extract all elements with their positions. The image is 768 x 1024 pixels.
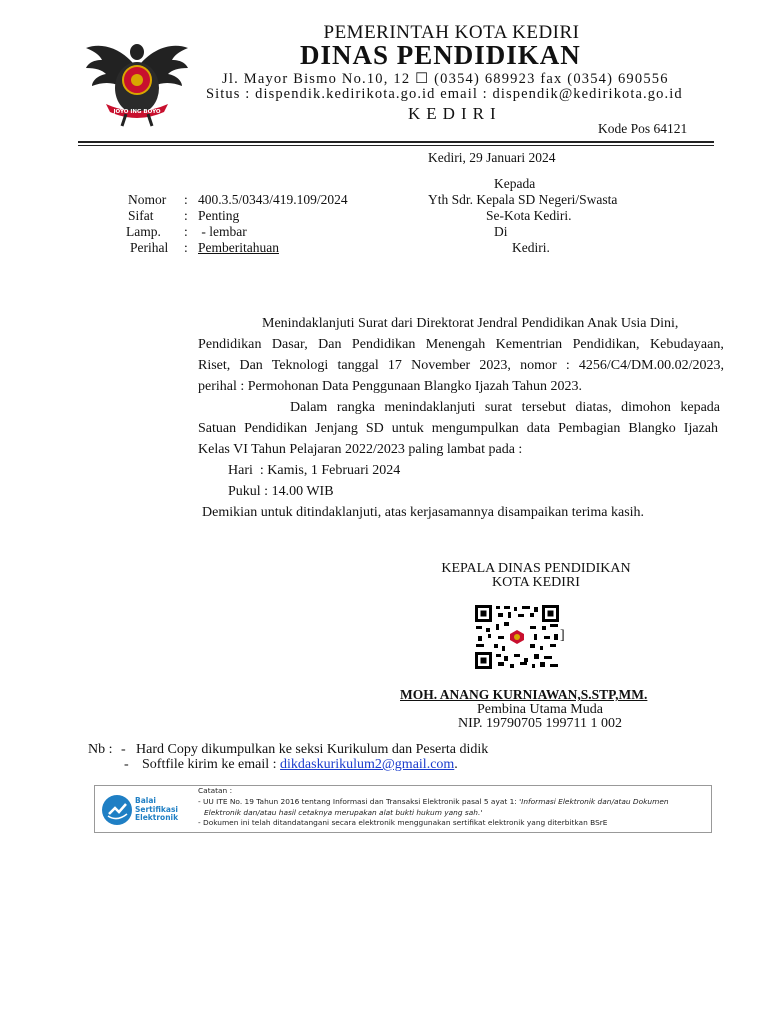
notes-item1: Hard Copy dikumpulkan ke seksi Kurikulum dan Peserta didik	[136, 742, 489, 757]
email-link[interactable]: dikdaskurikulum2@gmail.com	[280, 757, 455, 772]
bsre-caption: Catatan :	[198, 786, 233, 795]
agency-address: Jl. Mayor Bismo No.10, 12 ☐ (0354) 689923 fax (0354) 690556	[222, 71, 669, 87]
city-emblem-logo	[82, 38, 192, 128]
body-p1-line3: Riset, Dan Teknologi tanggal 17 November 2023, nomor : 4256/C4/DM.00.02/2023,	[198, 358, 724, 373]
notes-item2-prefix: Softfile kirim ke email :	[142, 757, 281, 772]
meta-colon: :	[184, 192, 188, 207]
bsre-emblem-icon	[101, 794, 133, 826]
bsre-line2-italic: Elektronik dan/atau hasil cetaknya merupakan alat bukti hukum yang sah.	[204, 807, 481, 817]
recipient-line2: Se-Kota Kediri.	[486, 208, 572, 223]
meta-value-number: 400.3.5/0343/419.109/2024	[198, 192, 348, 207]
notes-bullet: -	[121, 742, 126, 757]
header-rule-thick	[78, 141, 714, 143]
meta-label-attachment: Lamp.	[126, 224, 161, 239]
agency-title: DINAS PENDIDIKAN	[300, 40, 581, 70]
recipient-line1: Yth Sdr. Kepala SD Negeri/Swasta	[428, 192, 618, 207]
bsre-logo	[101, 794, 191, 826]
meta-colon: :	[184, 208, 188, 223]
signatory-rank: Pembina Utama Muda	[477, 702, 603, 717]
notes-item2	[142, 757, 458, 773]
signature-title2: KOTA KEDIRI	[492, 575, 580, 590]
logo-motto: JOYO ING BOYO	[113, 109, 161, 115]
body-p2-line1: Dalam rangka menindaklanjuti surat tersebut diatas, dimohon kepada	[290, 400, 720, 415]
signatory-nip: NIP. 19790705 199711 1 002	[458, 716, 622, 731]
qr-bracket: ]	[560, 628, 565, 643]
deadline-day: Hari : Kamis, 1 Februari 2024	[228, 463, 401, 478]
body-p1-line4: perihal : Permohonan Data Penggunaan Blangko Ijazah Tahun 2023.	[198, 379, 583, 394]
recipient-line4: Kediri.	[512, 240, 550, 255]
bsre-line3: - Dokumen ini telah ditandatangani secara elektronik menggunakan sertifikat elektronik yang diterbitkan BSrE	[198, 818, 608, 828]
recipient-to: Kepada	[494, 176, 536, 191]
closing-sentence: Demikian untuk ditindaklanjuti, atas kerjasamannya disampaikan terima kasih.	[202, 505, 645, 520]
body-p2-line2: Satuan Pendidikan Jenjang SD untuk mengumpulkan data Pembagian Blangko Ijazah	[198, 421, 718, 436]
agency-city: KEDIRI	[408, 104, 502, 123]
meta-value-attachment: - lembar	[198, 224, 247, 239]
body-p1-line1: Menindaklanjuti Surat dari Direktorat Jendral Pendidikan Anak Usia Dini,	[262, 316, 679, 331]
bsre-logo-line1: Balai	[135, 796, 156, 805]
signatory-name: MOH. ANANG KURNIAWAN,S.STP,MM.	[400, 687, 648, 702]
meta-label-number: Nomor	[128, 192, 167, 207]
postal-code: Kode Pos 64121	[598, 121, 688, 136]
header-rule-thin	[78, 145, 714, 146]
notes-label: Nb :	[88, 742, 113, 757]
meta-label-nature: Sifat	[128, 208, 154, 223]
meta-value-subject: Pemberitahuan	[198, 240, 279, 255]
bsre-line1-prefix: - UU ITE No. 19 Tahun 2016 tentang Informasi dan Transaksi Elektronik pasal 5 ayat 1: '	[198, 796, 522, 806]
government-name: PEMERINTAH KOTA KEDIRI	[323, 22, 580, 43]
place-date: Kediri, 29 Januari 2024	[428, 150, 556, 165]
deadline-time: Pukul : 14.00 WIB	[228, 484, 334, 499]
meta-colon: :	[184, 224, 188, 239]
qr-code	[474, 604, 560, 670]
bsre-line2-suffix: '	[480, 807, 483, 817]
bsre-logo-line3: Elektronik	[135, 813, 179, 822]
meta-label-subject: Perihal	[130, 240, 169, 255]
bsre-line1	[198, 797, 708, 808]
bsre-line2	[198, 808, 708, 819]
bsre-line1-italic: Informasi Elektronik dan/atau Dokumen	[521, 796, 669, 806]
body-p1-line2: Pendidikan Dasar, Dan Pendidikan Menengah Kementrian Pendidikan, Kebudayaan,	[198, 337, 724, 352]
bsre-certificate-box	[94, 785, 712, 833]
notes-bullet: -	[124, 757, 129, 772]
bsre-notes	[198, 786, 708, 829]
bsre-logo-line2: Sertifikasi	[135, 804, 178, 814]
meta-value-nature: Penting	[198, 208, 240, 223]
body-p2-line3: Kelas VI Tahun Pelajaran 2022/2023 paling lambat pada :	[198, 442, 523, 457]
recipient-line3: Di	[494, 224, 508, 239]
agency-web-email: Situs : dispendik.kedirikota.go.id email : dispendik@kedirikota.go.id	[206, 86, 683, 102]
signature-title1: KEPALA DINAS PENDIDIKAN	[441, 561, 631, 576]
meta-colon: :	[184, 240, 188, 255]
notes-item2-suffix: .	[454, 757, 458, 772]
